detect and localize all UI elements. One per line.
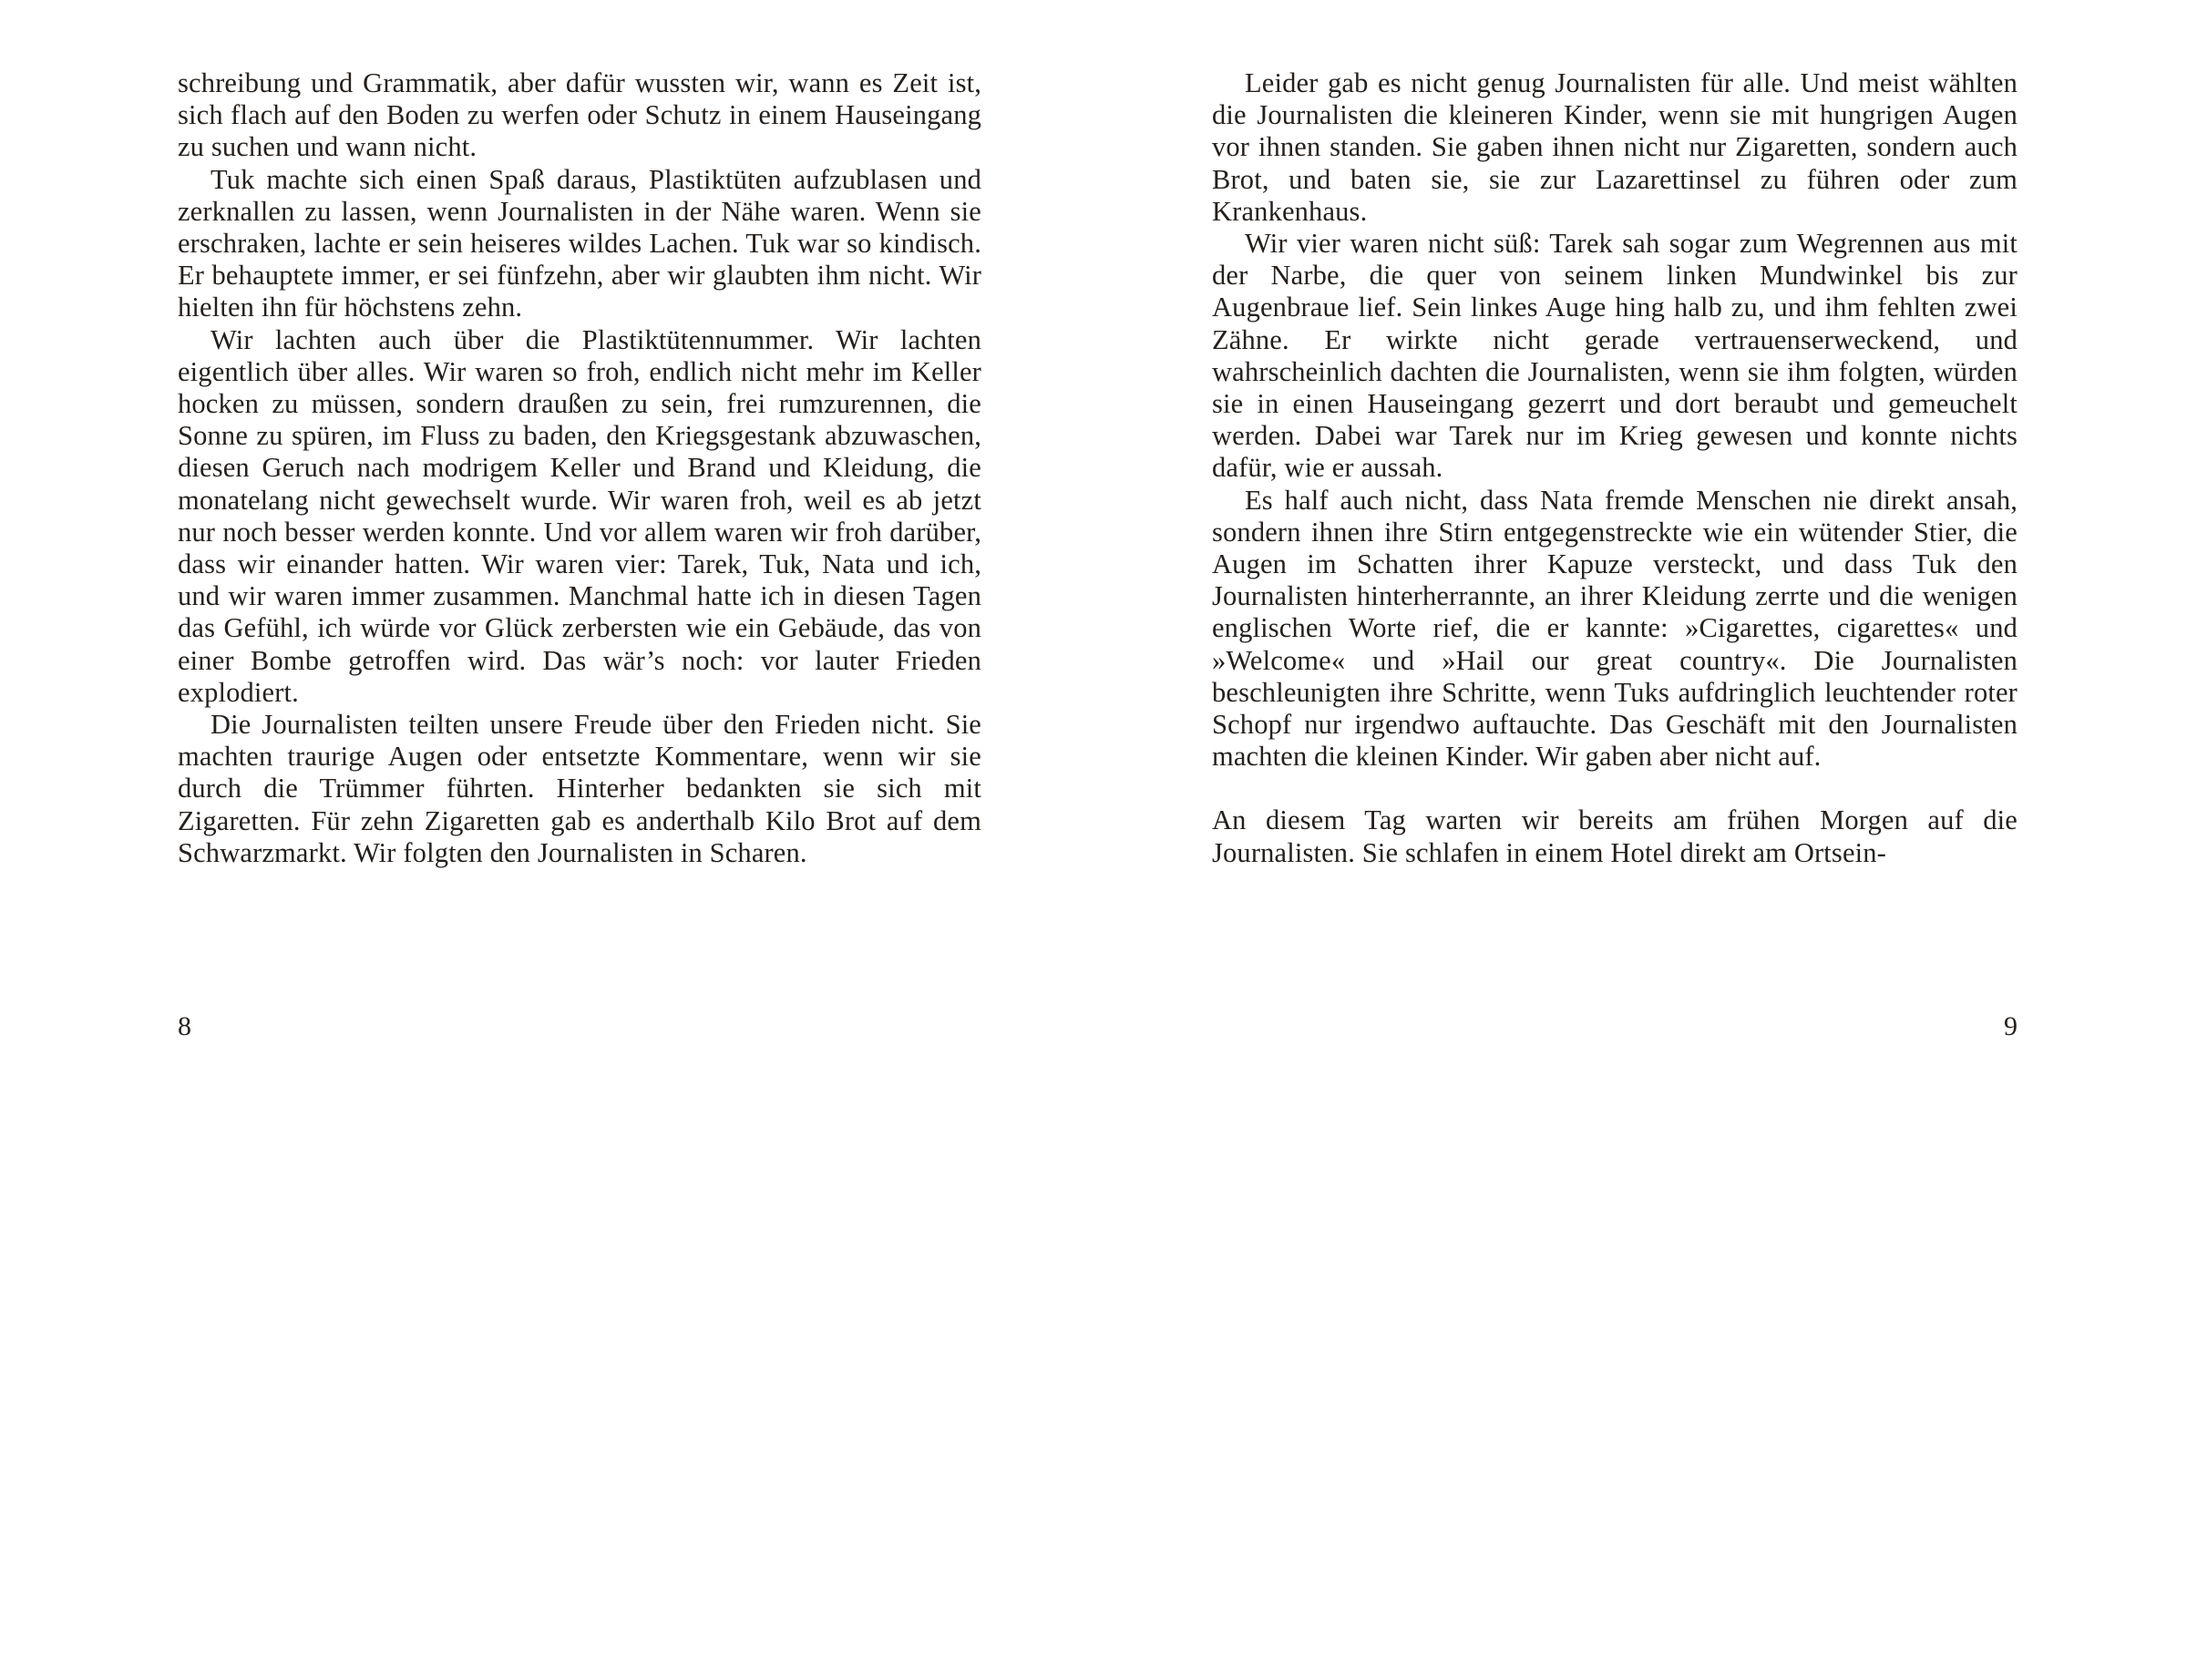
paragraph: Tuk machte sich einen Spaß daraus, Plastiktüten aufzublasen und zerknallen zu lassen, wenn Journalisten in der Nähe waren. Wenn sie erschraken, lachte er sein heiseres wildes Lachen. Tuk war so kindisch. Er behauptete immer, er sei fünfzehn, aber wir glaubten ihm nicht. Wir hielten ihn für höchstens zehn.: [178, 163, 981, 323]
paragraph: Leider gab es nicht genug Journalisten für alle. Und meist wählten die Journalisten die kleineren Kinder, wenn sie mit hungrigen Augen vor ihnen standen. Sie gaben ihnen nicht nur Zigaretten, sondern auch Brot, und baten sie, sie zur Lazarettinsel zu führen oder zum Krankenhaus.: [1212, 67, 2018, 227]
paragraph: An diesem Tag warten wir bereits am frühen Morgen auf die Journalisten. Sie schlafen in einem Hotel direkt am Ortsein-: [1212, 804, 2018, 868]
paragraph: Es half auch nicht, dass Nata fremde Menschen nie direkt ansah, sondern ihnen ihre Stirn entgegenstreckte wie ein wütender Stier, die Augen im Schatten ihrer Kapuze versteckt, und dass Tuk den Journalisten hinterherrannte, an ihrer Kleidung zerrte und die wenigen englischen Worte rief, die er kannte: »Cigarettes, cigarettes« und »Welcome« und »Hail our great country«. Die Journalisten beschleunigten ihre Schritte, wenn Tuks aufdringlich leuchtender roter Schopf nur irgendwo auftauchte. Das Geschäft mit den Journalisten machten die kleinen Kinder. Wir gaben aber nicht auf.: [1212, 484, 2018, 773]
right-page-text: [1212, 67, 2018, 869]
page-number: 8: [178, 1011, 191, 1041]
paragraph: schreibung und Grammatik, aber dafür wussten wir, wann es Zeit ist, sich flach auf den Boden zu werfen oder Schutz in einem Hauseingang zu suchen und wann nicht.: [178, 67, 981, 163]
page-number: 9: [2004, 1011, 2018, 1041]
right-page: [1212, 0, 2018, 1680]
paragraph: Die Journalisten teilten unsere Freude über den Frieden nicht. Sie machten traurige Augen oder entsetzte Kommentare, wenn wir sie durch die Trümmer führten. Hinterher bedankten sie sich mit Zigaretten. Für zehn Zigaretten gab es anderthalb Kilo Brot auf dem Schwarzmarkt. Wir folgten den Journalisten in Scharen.: [178, 709, 981, 868]
paragraph: Wir vier waren nicht süß: Tarek sah sogar zum Wegrennen aus mit der Narbe, die quer von seinem linken Mundwinkel bis zur Augenbraue lief. Sein linkes Auge hing halb zu, und ihm fehlten zwei Zähne. Er wirkte nicht gerade vertrauenserweckend, und wahrscheinlich dachten die Journalisten, wenn sie ihm folgten, würden sie in einen Hauseingang gezerrt und dort beraubt und gemeuchelt werden. Dabei war Tarek nur im Krieg gewesen und konnte nichts dafür, wie er aussah.: [1212, 228, 2018, 484]
left-page: [178, 0, 981, 1680]
paragraph: Wir lachten auch über die Plastiktütennummer. Wir lachten eigentlich über alles. Wir waren so froh, endlich nicht mehr im Keller hocken zu müssen, sondern draußen zu sein, frei rumzurennen, die Sonne zu spüren, im Fluss zu baden, den Kriegsgestank abzuwaschen, diesen Geruch nach modrigem Keller und Brand und Kleidung, die monatelang nicht gewechselt wurde. Wir waren froh, weil es ab jetzt nur noch besser werden konnte. Und vor allem waren wir froh darüber, dass wir einander hatten. Wir waren vier: Tarek, Tuk, Nata und ich, und wir waren immer zusammen. Manchmal hatte ich in diesen Tagen das Gefühl, ich würde vor Glück zerbersten wie ein Gebäude, das von einer Bombe getroffen wird. Das wär’s noch: vor lauter Frieden explodiert.: [178, 323, 981, 708]
left-page-text: [178, 67, 981, 869]
